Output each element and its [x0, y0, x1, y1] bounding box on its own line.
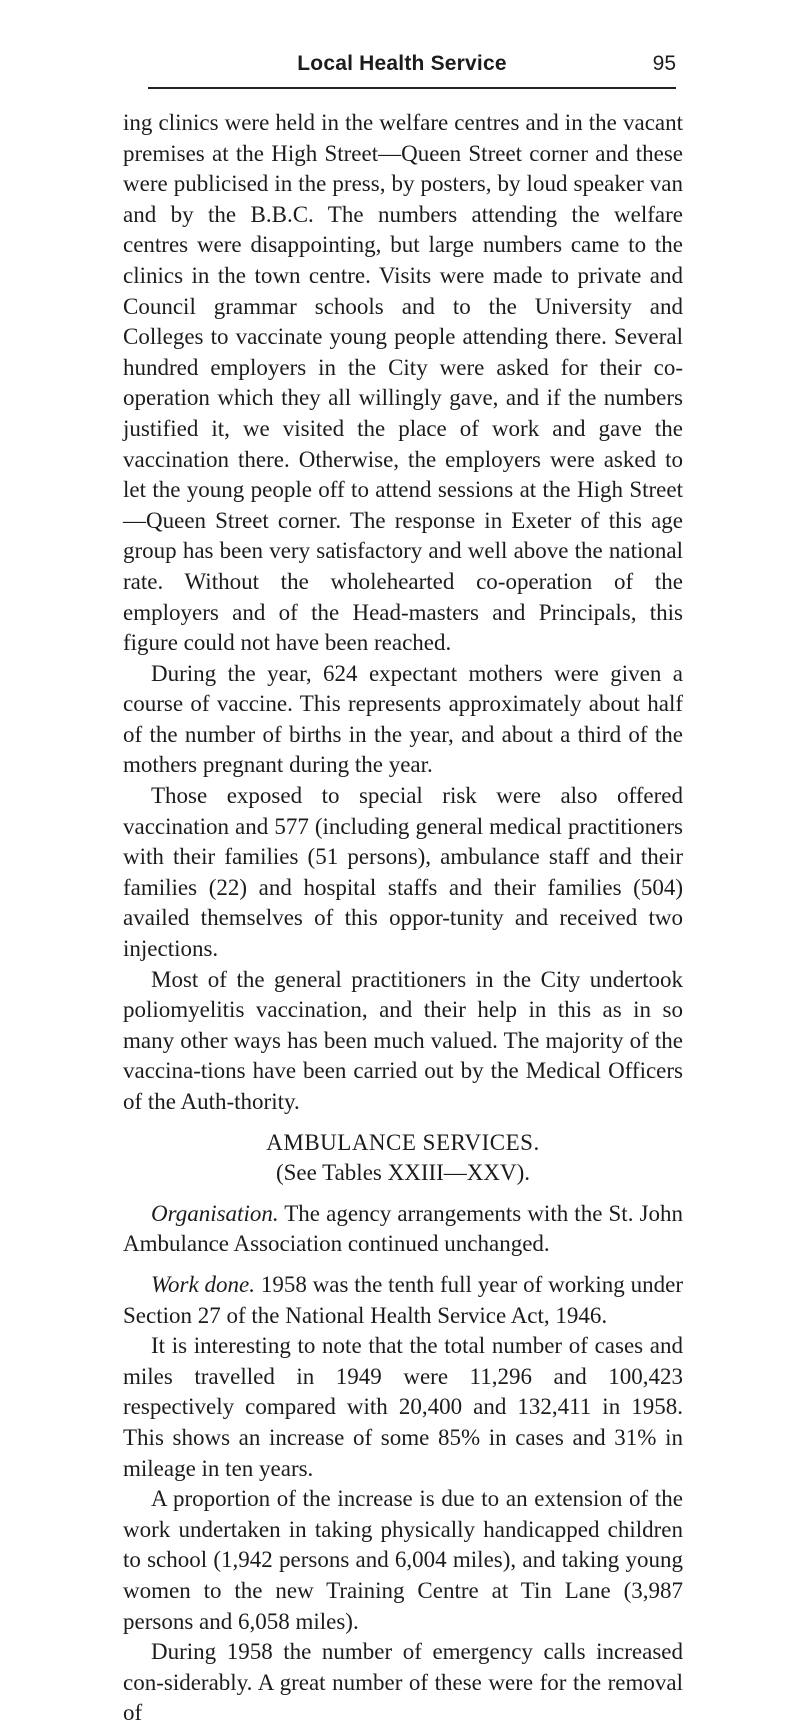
paragraph-special-risk: Those exposed to special risk were also offered vaccination and 577 (including general medical practitioners with their families (51 persons), ambulance staff and their families (22) and hospital staffs and their families (504) availed themselves of this oppor-tunity and received two injections.	[123, 783, 683, 962]
body-text	[123, 108, 683, 1729]
paragraph-continued: ing clinics were held in the welfare centres and in the vacant premises at the High Street—Queen Street corner and these were publicised in the press, by posters, by loud speaker van and by the B.B.C. The numbers attending the welfare centres were disappointing, but large numbers came to the clinics in the town centre. Visits were made to private and Council grammar schools and to the University and Colleges to vaccinate young people attending there. Several hundred employers in the City were asked for their co-operation which they all willingly gave, and if the numbers justified it, we visited the place of work and gave the vaccination there. Otherwise, the employers were asked to let the young people off to attend sessions at the High Street—Queen Street corner. The response in Exeter of this age group has been very satisfactory and well above the national rate. Without the wholehearted co-operation of the employers and of the Head-masters and Principals, this figure could not have been reached.	[123, 110, 683, 656]
running-header-title: Local Health Service	[297, 52, 507, 75]
paragraph-totals: It is interesting to note that the total number of cases and miles travelled in 1949 were 11,296 and 100,423 respectively compared with 20,400 and 132,411 in 1958. This shows an increase of some 85% in cases and 31% in mileage in ten years.	[123, 1333, 683, 1481]
section-subheading: (See Tables XXIII—XXV).	[275, 1160, 531, 1186]
work-done-label: Work done.	[151, 1271, 255, 1297]
paragraph-emergency-calls: During 1958 the number of emergency calls increased con-siderably. A great number of these were for the removal of	[123, 1639, 683, 1726]
paragraph-organisation	[123, 1199, 683, 1260]
page-header	[128, 52, 676, 86]
work-done-text: 1958 was the tenth full year of working under Section 27 of the National Health Service Act, 1946.	[123, 1271, 683, 1328]
paragraph-general-practitioners: Most of the general practitioners in the City undertook poliomyelitis vaccination, and their help in this as in so many other ways has been much valued. The majority of the vaccina-tions have been carried out by the Medical Officers of the Auth-thority.	[123, 966, 683, 1114]
paragraph-expectant-mothers: During the year, 624 expectant mothers were given a course of vaccine. This represents approximately about half of the number of births in the year, and about a third of the mothers pregnant during the year.	[123, 660, 683, 778]
organisation-label: Organisation.	[151, 1200, 279, 1226]
page-number: 95	[652, 52, 676, 75]
section-heading: AMBULANCE SERVICES.	[266, 1129, 540, 1155]
paragraph-work-done	[123, 1270, 683, 1331]
paragraph-increase: A proportion of the increase is due to an extension of the work undertaken in taking physically handicapped children to school (1,942 persons and 6,004 miles), and taking young women to the new Training Centre at Tin Lane (3,987 persons and 6,058 miles).	[123, 1486, 683, 1634]
organisation-text: The agency arrangements with the St. John Ambulance Association continued unchanged.	[123, 1200, 683, 1257]
header-rule	[148, 87, 676, 89]
